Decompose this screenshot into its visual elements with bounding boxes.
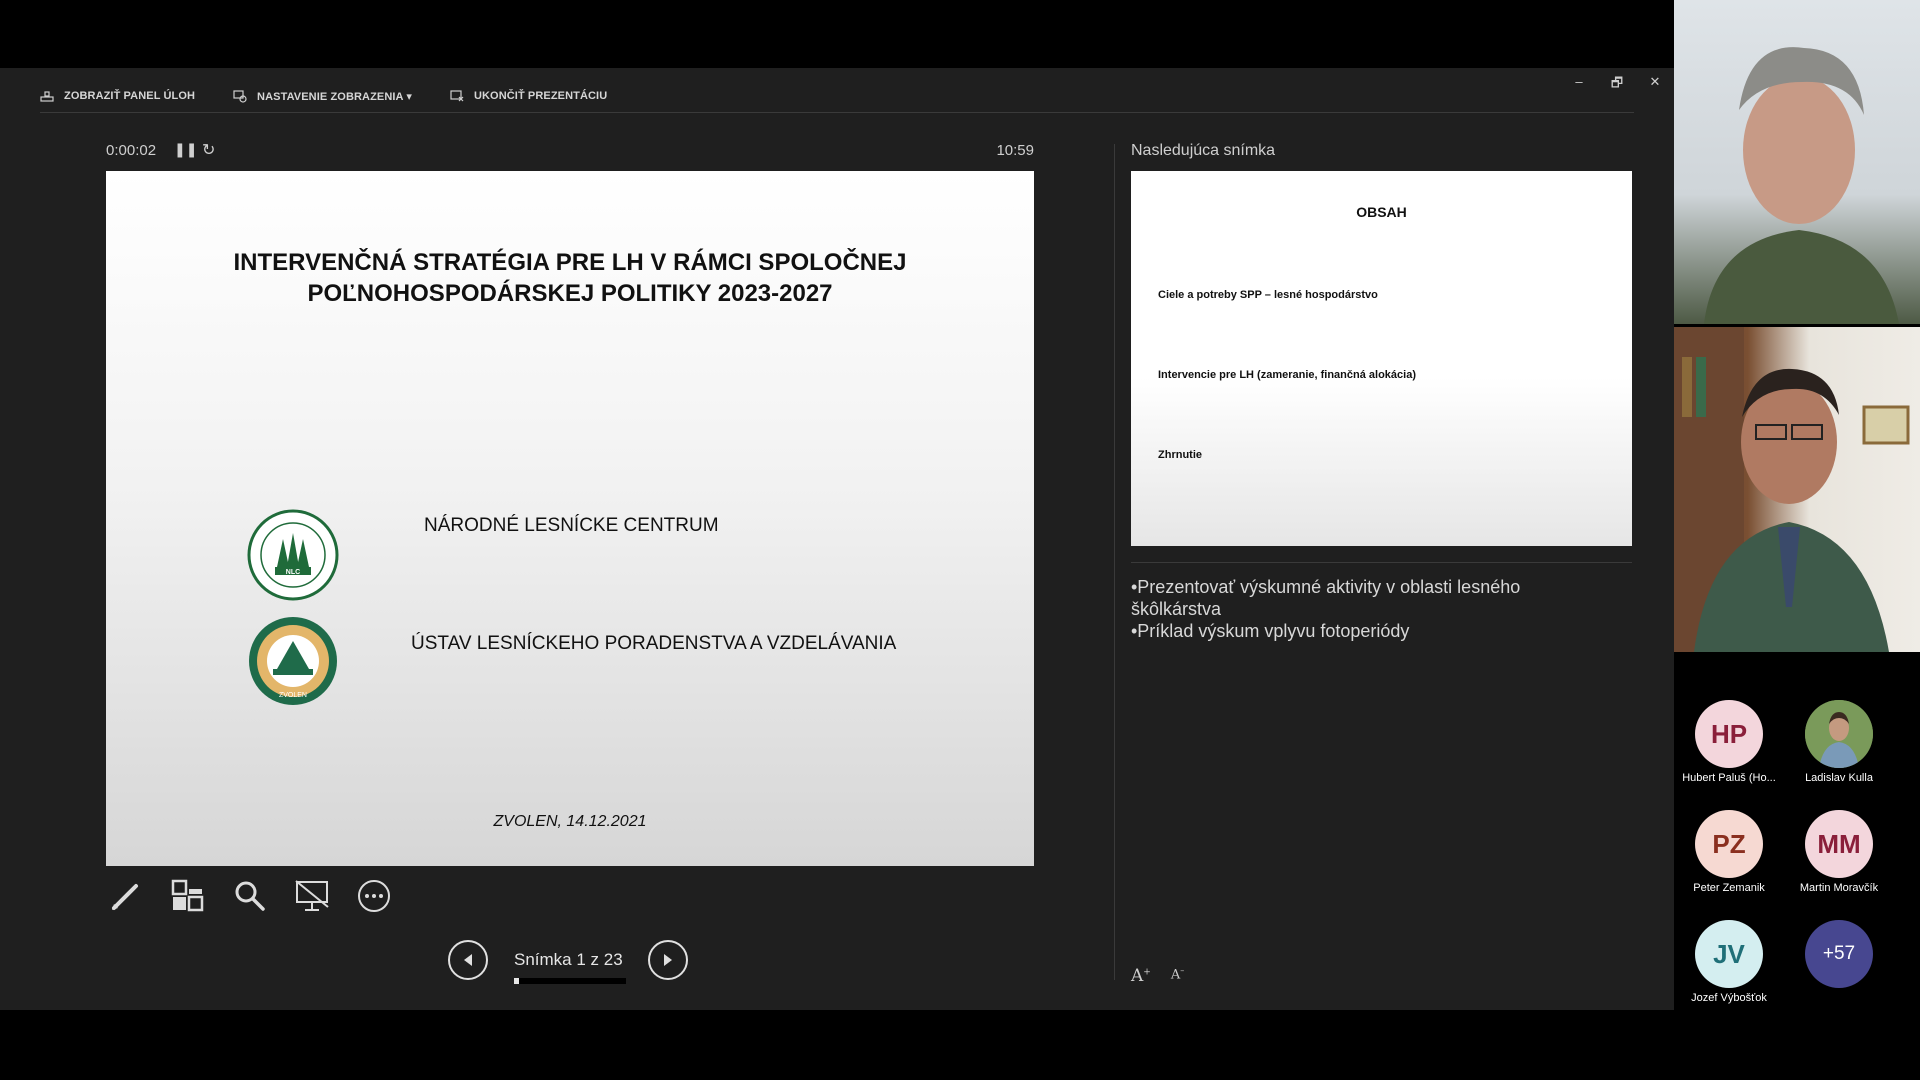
notes-divider (1131, 562, 1632, 563)
slide-title-line-2: POĽNOHOSPODÁRSKEJ POLITIKY 2023-2027 (307, 280, 833, 307)
slide-title (106, 247, 1034, 309)
next-slide-preview[interactable] (1131, 171, 1632, 546)
more-participants-count: +57 (1805, 920, 1873, 988)
next-slide-label: Nasledujúca snímka (1131, 142, 1276, 159)
notes-line: •Príklad výskum vplyvu fotoperiódy (1131, 621, 1410, 641)
speaker-notes[interactable] (1131, 576, 1601, 642)
ulpv-logo (247, 615, 339, 707)
avatar: JV (1695, 920, 1763, 988)
notes-line: •Prezentovať výskumné aktivity v oblasti lesného škôlkárstva (1131, 577, 1521, 619)
participant-tile[interactable] (1674, 920, 1784, 1004)
participant-video-image (1674, 0, 1920, 324)
participant-tile[interactable] (1784, 700, 1894, 784)
display-settings-label: NASTAVENIE ZOBRAZENIA ▾ (257, 90, 412, 103)
increase-font-icon: A (1131, 966, 1144, 986)
next-slide-heading: OBSAH (1356, 204, 1407, 220)
participant-name: Jozef Výbošťok (1691, 992, 1767, 1004)
pen-tool-button[interactable] (106, 876, 146, 916)
participant-name: Ladislav Kulla (1805, 772, 1873, 784)
next-slide-item: Ciele a potreby SPP – lesné hospodárstvo (1158, 289, 1378, 301)
decrease-font-button[interactable]: A– (1170, 966, 1185, 983)
presenter-view (0, 68, 1674, 1010)
arrow-left-icon (461, 953, 475, 967)
nlc-logo-text: NLC (285, 569, 301, 576)
arrow-right-icon (661, 953, 675, 967)
ulpv-logo-text: ZVOLEN (278, 692, 308, 699)
reset-timer-icon[interactable]: ↻ (202, 142, 216, 159)
more-options-button[interactable] (354, 876, 394, 916)
minimize-button[interactable]: – (1575, 74, 1583, 89)
slide-counter: Snímka 1 z 23 (514, 950, 623, 969)
slide-title-line-1: INTERVENČNÁ STRATÉGIA PRE LH V RÁMCI SPOLOČNEJ (233, 249, 907, 276)
end-presentation-label: UKONČIŤ PREZENTÁCIU (473, 90, 608, 102)
slide-tools (106, 876, 394, 916)
slides-grid-icon (170, 878, 206, 914)
screen-off-icon (294, 878, 330, 914)
see-all-slides-button[interactable] (168, 876, 208, 916)
avatar-photo (1805, 700, 1873, 768)
pane-divider[interactable] (1114, 144, 1115, 980)
display-settings-icon (233, 89, 247, 103)
timer-row (106, 142, 1034, 162)
avatar: HP (1695, 700, 1763, 768)
presenter-toolbar (40, 84, 607, 108)
restore-button[interactable]: 🗗 (1610, 75, 1624, 90)
zoom-button[interactable] (230, 876, 270, 916)
end-presentation-button[interactable] (450, 89, 607, 103)
pause-icon[interactable]: ❚❚ (174, 141, 198, 157)
show-taskbar-label: ZOBRAZIŤ PANEL ÚLOH (64, 90, 196, 102)
slide-navigation (448, 940, 692, 984)
participant-name: Peter Zemanik (1693, 882, 1765, 894)
previous-slide-button[interactable] (448, 940, 488, 980)
slide-progress-bar (514, 978, 626, 984)
show-taskbar-button[interactable] (40, 89, 195, 103)
participant-video-1[interactable] (1674, 0, 1920, 324)
nlc-logo (247, 509, 339, 601)
toolbar-divider (40, 112, 1634, 113)
black-screen-button[interactable] (292, 876, 332, 916)
elapsed-timer: 0:00:02 (106, 142, 157, 159)
taskbar-icon (40, 89, 54, 103)
org-name-nlc: NÁRODNÉ LESNÍCKE CENTRUM (424, 515, 719, 536)
org-name-ulpv: ÚSTAV LESNÍCKEHO PORADENSTVA A VZDELÁVANIA (411, 633, 897, 654)
next-slide-item: Intervencie pre LH (zameranie, finančná alokácia) (1158, 369, 1416, 381)
participant-name: Hubert Paluš (Ho... (1682, 772, 1776, 784)
next-slide-item: Zhrnutie (1158, 449, 1202, 461)
avatar: MM (1805, 810, 1873, 878)
current-slide[interactable] (106, 171, 1034, 866)
participant-tile[interactable] (1674, 700, 1784, 784)
window-controls (1572, 74, 1662, 96)
participant-tile[interactable] (1674, 810, 1784, 894)
end-presentation-icon (450, 89, 464, 103)
close-button[interactable]: ✕ (1649, 74, 1661, 89)
decrease-font-icon: A (1170, 967, 1181, 983)
notes-font-controls (1131, 966, 1184, 986)
more-participants-button[interactable] (1784, 920, 1894, 988)
avatar (1805, 700, 1873, 768)
participant-tile[interactable] (1784, 810, 1894, 894)
slide-progress-fill (514, 978, 519, 984)
increase-font-button[interactable]: A+ (1131, 966, 1151, 986)
display-settings-button[interactable] (233, 89, 412, 103)
participant-video-image (1674, 327, 1920, 652)
pen-icon (108, 878, 144, 914)
participant-video-2[interactable] (1674, 327, 1920, 652)
more-icon (356, 878, 392, 914)
clock: 10:59 (996, 142, 1034, 159)
magnifier-icon (232, 878, 268, 914)
participant-name: Martin Moravčík (1799, 882, 1879, 894)
next-slide-button[interactable] (648, 940, 688, 980)
avatar: PZ (1695, 810, 1763, 878)
slide-date: ZVOLEN, 14.12.2021 (493, 813, 647, 830)
